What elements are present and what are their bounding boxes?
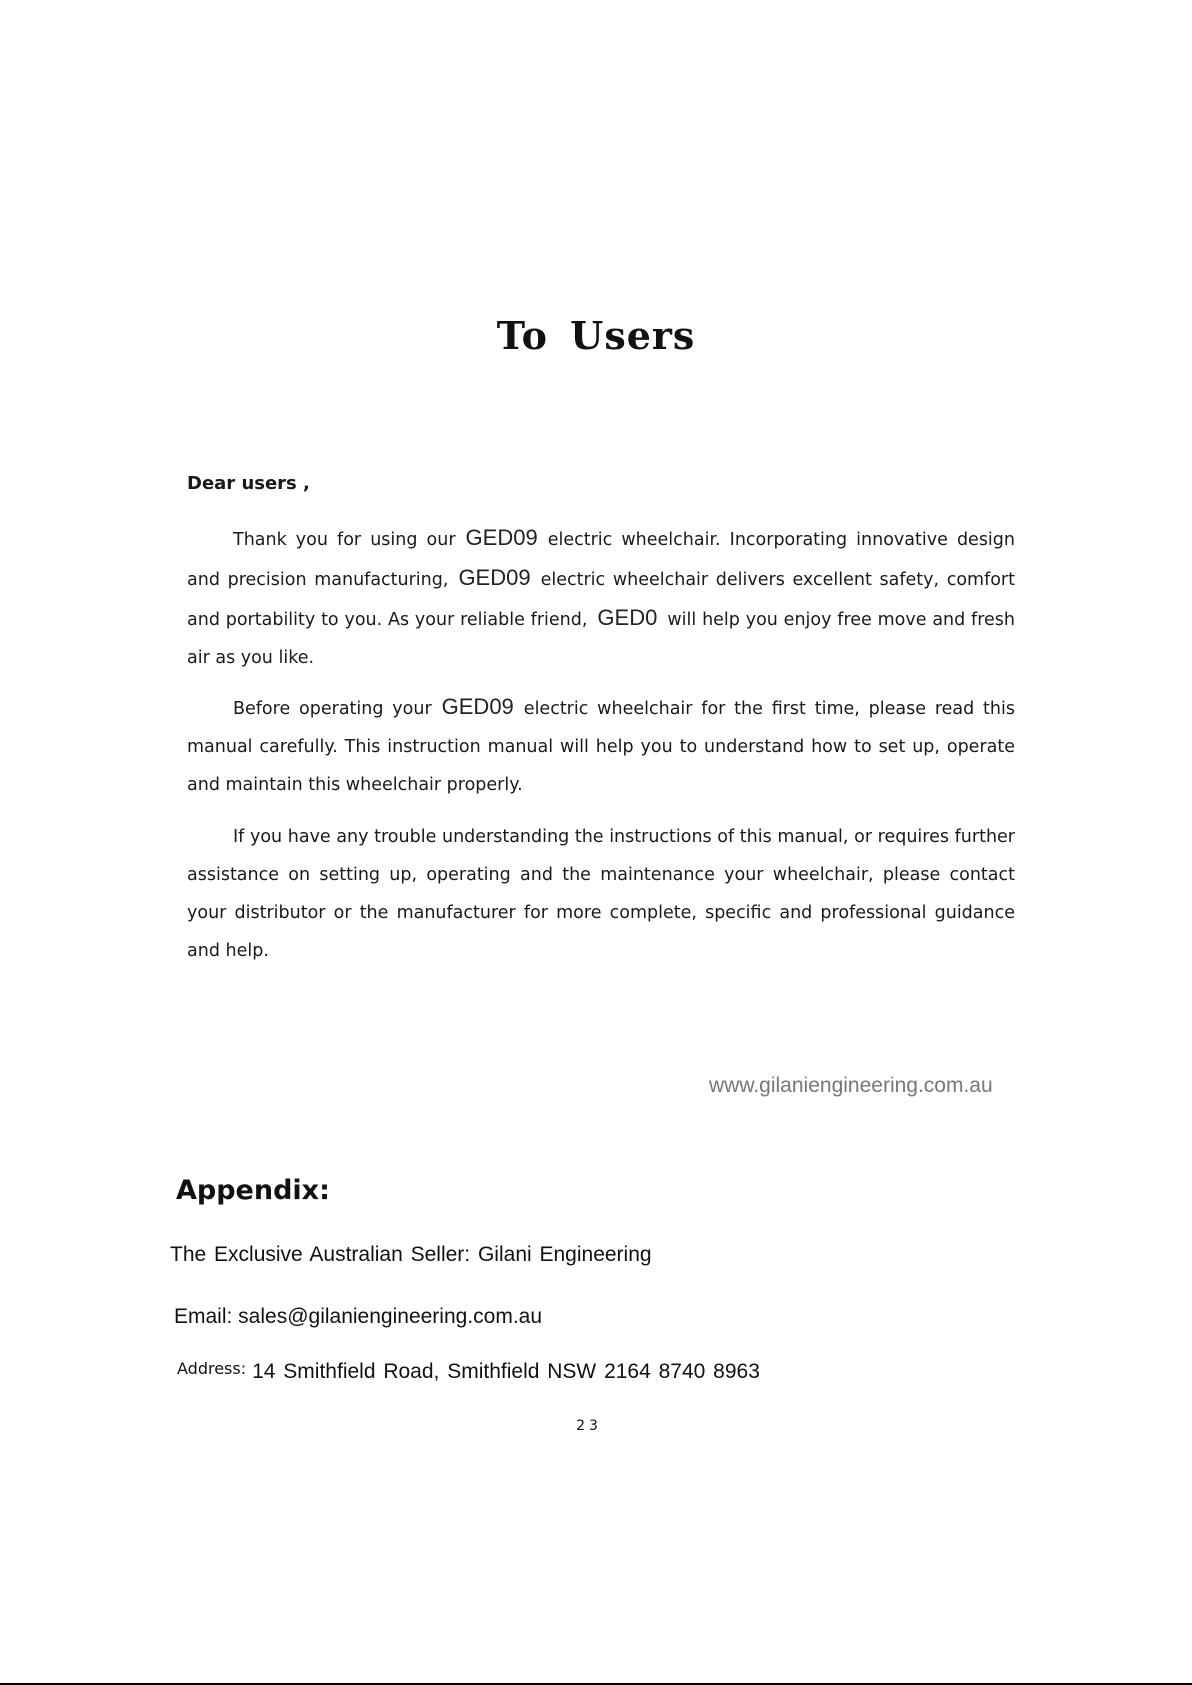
read-manual-paragraph bbox=[187, 688, 1015, 804]
website-url: www.gilaniengineering.com.au bbox=[709, 1074, 993, 1097]
intro-paragraph bbox=[187, 519, 1015, 677]
address-value: 14 Smithfield Road, Smithfield NSW 2164 8740 8963 bbox=[252, 1360, 760, 1383]
model-name: GED09 bbox=[458, 565, 531, 590]
appendix-heading: Appendix: bbox=[176, 1175, 330, 1206]
paragraph-text: Thank you for using our bbox=[233, 530, 456, 550]
paragraph-text: electric wheelchair delivers excellent safety, comfort and portability to you. As your reliable friend, bbox=[187, 570, 1015, 630]
address-info bbox=[177, 1360, 760, 1384]
model-name: GED09 bbox=[441, 694, 514, 719]
contact-paragraph: If you have any trouble understanding the instructions of this manual, or requires further assistance on setting up, operating and the maintenance your wheelchair, please contact your distributor or the manufacturer for more complete, specific and professional guidance and help. bbox=[187, 827, 1015, 961]
model-name: GED0 bbox=[597, 605, 658, 630]
page-title: To Users bbox=[496, 313, 696, 358]
paragraph-text: electric wheelchair. Incorporating innovative design and precision manufacturing, bbox=[187, 530, 1015, 590]
address-label: Address: bbox=[177, 1359, 247, 1378]
seller-info: The Exclusive Australian Seller: Gilani Engineering bbox=[170, 1243, 652, 1266]
paragraph-text: Before operating your bbox=[233, 699, 432, 719]
page-number: 23 bbox=[576, 1418, 602, 1434]
paragraph-text: will help you enjoy free move and fresh air as you like. bbox=[187, 610, 1016, 668]
salutation: Dear users , bbox=[187, 473, 310, 494]
paragraph-text: electric wheelchair for the first time, please read this manual carefully. This instruction manual will help you to understand how to set up, operate and maintain this wheelchair properly. bbox=[187, 699, 1015, 795]
model-name: GED09 bbox=[465, 525, 538, 550]
email-info: Email: sales@gilaniengineering.com.au bbox=[174, 1305, 543, 1328]
